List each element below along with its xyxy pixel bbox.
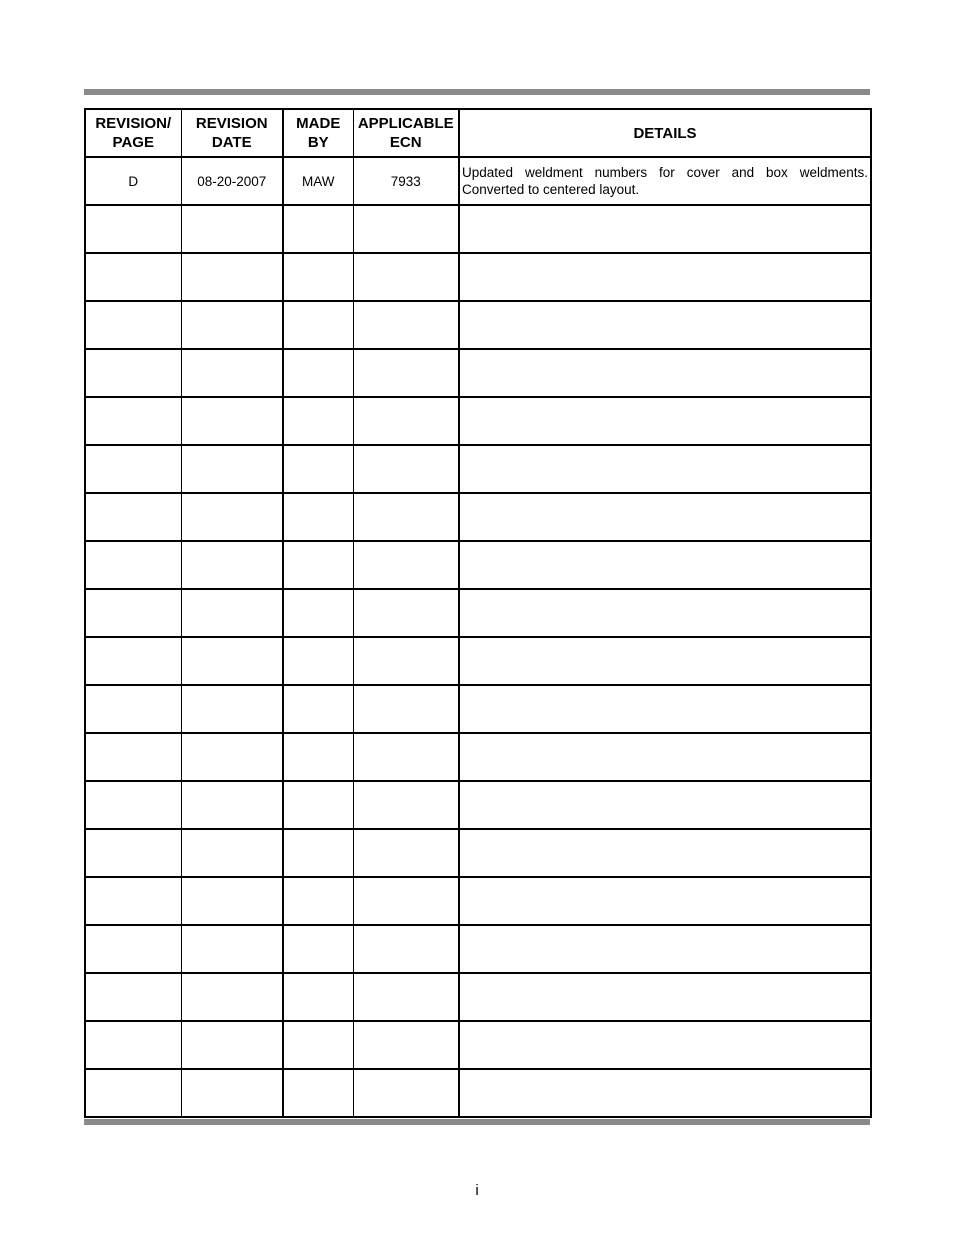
empty-cell bbox=[353, 877, 459, 925]
empty-cell bbox=[283, 349, 353, 397]
empty-cell bbox=[283, 685, 353, 733]
table-row-empty bbox=[85, 541, 871, 589]
empty-cell bbox=[85, 877, 181, 925]
empty-cell bbox=[85, 781, 181, 829]
table-row-empty bbox=[85, 397, 871, 445]
table-row-empty bbox=[85, 733, 871, 781]
table-row-empty bbox=[85, 781, 871, 829]
table-row-empty bbox=[85, 301, 871, 349]
empty-cell bbox=[85, 205, 181, 253]
empty-cell bbox=[353, 445, 459, 493]
empty-cell bbox=[181, 349, 283, 397]
table-row-empty bbox=[85, 205, 871, 253]
empty-cell bbox=[181, 397, 283, 445]
empty-cell bbox=[85, 397, 181, 445]
header-line: APPLICABLE bbox=[357, 115, 454, 132]
table-row-empty bbox=[85, 877, 871, 925]
empty-cell bbox=[353, 685, 459, 733]
empty-cell bbox=[353, 1021, 459, 1069]
empty-cell bbox=[283, 301, 353, 349]
empty-cell bbox=[459, 301, 871, 349]
header-revision-date bbox=[181, 109, 283, 157]
empty-cell bbox=[353, 733, 459, 781]
empty-cell bbox=[353, 973, 459, 1021]
empty-cell bbox=[283, 973, 353, 1021]
empty-cell bbox=[85, 349, 181, 397]
table-row-empty bbox=[85, 493, 871, 541]
header-revision-page bbox=[85, 109, 181, 157]
cell-details: Updated weldment numbers for cover and box weldments. Converted to centered layout. bbox=[459, 157, 871, 205]
top-rule bbox=[84, 89, 870, 95]
empty-cell bbox=[181, 1069, 283, 1117]
empty-cell bbox=[283, 205, 353, 253]
empty-cell bbox=[283, 397, 353, 445]
empty-cell bbox=[353, 829, 459, 877]
empty-cell bbox=[283, 541, 353, 589]
header-line: ECN bbox=[389, 134, 422, 151]
header-details bbox=[459, 109, 871, 157]
empty-cell bbox=[353, 205, 459, 253]
empty-cell bbox=[283, 589, 353, 637]
empty-cell bbox=[181, 685, 283, 733]
empty-cell bbox=[459, 1069, 871, 1117]
table-row-empty bbox=[85, 349, 871, 397]
empty-cell bbox=[181, 541, 283, 589]
empty-cell bbox=[85, 541, 181, 589]
empty-cell bbox=[85, 1021, 181, 1069]
cell-date: 08-20-2007 bbox=[181, 157, 283, 205]
cell-made-by: MAW bbox=[283, 157, 353, 205]
empty-cell bbox=[283, 925, 353, 973]
empty-cell bbox=[353, 397, 459, 445]
empty-cell bbox=[459, 685, 871, 733]
empty-cell bbox=[85, 733, 181, 781]
empty-cell bbox=[353, 301, 459, 349]
empty-cell bbox=[459, 637, 871, 685]
table-row-empty bbox=[85, 973, 871, 1021]
cell-revision: D bbox=[85, 157, 181, 205]
header-line: MADE bbox=[296, 115, 341, 132]
bottom-rule bbox=[84, 1119, 870, 1125]
revision-table bbox=[84, 108, 872, 1118]
empty-cell bbox=[85, 925, 181, 973]
table-row-empty bbox=[85, 829, 871, 877]
header-made-by bbox=[283, 109, 353, 157]
empty-cell bbox=[283, 637, 353, 685]
empty-cell bbox=[181, 445, 283, 493]
empty-cell bbox=[181, 829, 283, 877]
empty-cell bbox=[459, 205, 871, 253]
empty-cell bbox=[459, 1021, 871, 1069]
empty-cell bbox=[283, 493, 353, 541]
empty-cell bbox=[181, 781, 283, 829]
table-row-empty bbox=[85, 1021, 871, 1069]
empty-cell bbox=[283, 877, 353, 925]
empty-cell bbox=[459, 253, 871, 301]
empty-cell bbox=[283, 781, 353, 829]
empty-cell bbox=[283, 829, 353, 877]
empty-cell bbox=[85, 445, 181, 493]
empty-cell bbox=[353, 781, 459, 829]
cell-ecn: 7933 bbox=[353, 157, 459, 205]
empty-cell bbox=[181, 205, 283, 253]
empty-cell bbox=[181, 925, 283, 973]
empty-cell bbox=[353, 589, 459, 637]
empty-cell bbox=[85, 1069, 181, 1117]
table-row-empty bbox=[85, 685, 871, 733]
table-row-empty bbox=[85, 445, 871, 493]
empty-cell bbox=[181, 589, 283, 637]
empty-cell bbox=[459, 445, 871, 493]
empty-cell bbox=[283, 445, 353, 493]
table-row-empty bbox=[85, 253, 871, 301]
empty-cell bbox=[353, 925, 459, 973]
empty-cell bbox=[85, 685, 181, 733]
empty-cell bbox=[85, 253, 181, 301]
empty-cell bbox=[181, 877, 283, 925]
page-number: i bbox=[475, 1182, 479, 1199]
empty-cell bbox=[181, 493, 283, 541]
header-applicable-ecn bbox=[353, 109, 459, 157]
empty-cell bbox=[353, 349, 459, 397]
header-line: BY bbox=[307, 134, 329, 151]
empty-cell bbox=[181, 973, 283, 1021]
empty-cell bbox=[181, 637, 283, 685]
empty-cell bbox=[85, 973, 181, 1021]
header-line: DETAILS bbox=[633, 124, 697, 142]
empty-cell bbox=[459, 733, 871, 781]
empty-cell bbox=[85, 589, 181, 637]
table-row-empty bbox=[85, 589, 871, 637]
empty-cell bbox=[459, 925, 871, 973]
empty-cell bbox=[85, 301, 181, 349]
header-line: DATE bbox=[211, 134, 252, 151]
empty-cell bbox=[353, 493, 459, 541]
empty-cell bbox=[181, 733, 283, 781]
empty-cell bbox=[353, 541, 459, 589]
empty-cell bbox=[459, 877, 871, 925]
empty-cell bbox=[459, 829, 871, 877]
empty-cell bbox=[283, 733, 353, 781]
table-row bbox=[85, 157, 871, 205]
table-header-row bbox=[85, 109, 871, 157]
empty-cell bbox=[85, 829, 181, 877]
empty-cell bbox=[181, 1021, 283, 1069]
table-row-empty bbox=[85, 637, 871, 685]
header-line: REVISION bbox=[195, 115, 268, 132]
table-row-empty bbox=[85, 925, 871, 973]
empty-cell bbox=[181, 253, 283, 301]
empty-cell bbox=[283, 253, 353, 301]
empty-cell bbox=[459, 493, 871, 541]
empty-cell bbox=[459, 349, 871, 397]
empty-cell bbox=[181, 301, 283, 349]
empty-cell bbox=[283, 1069, 353, 1117]
header-line: REVISION/ bbox=[95, 115, 172, 132]
header-line: PAGE bbox=[112, 134, 154, 151]
empty-cell bbox=[459, 589, 871, 637]
empty-cell bbox=[353, 1069, 459, 1117]
empty-cell bbox=[85, 493, 181, 541]
empty-cell bbox=[459, 397, 871, 445]
empty-cell bbox=[459, 781, 871, 829]
empty-cell bbox=[459, 541, 871, 589]
empty-cell bbox=[353, 637, 459, 685]
table-row-empty bbox=[85, 1069, 871, 1117]
empty-cell bbox=[353, 253, 459, 301]
empty-cell bbox=[85, 637, 181, 685]
empty-cell bbox=[283, 1021, 353, 1069]
empty-cell bbox=[459, 973, 871, 1021]
